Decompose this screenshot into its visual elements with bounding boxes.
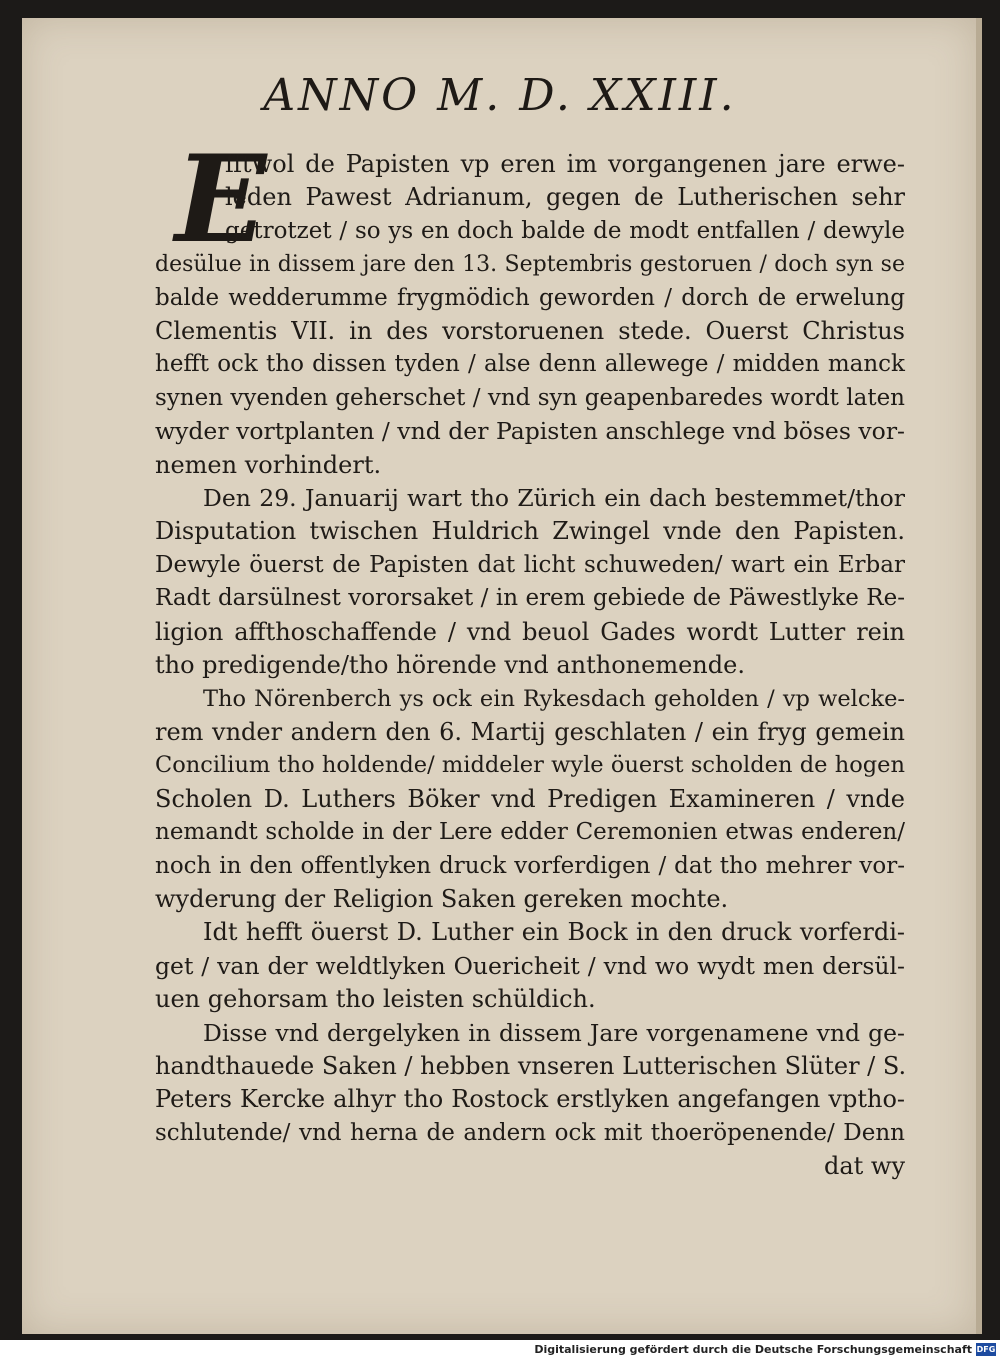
text-line: nemandt scholde in der Lere edder Ceremonien etwas enderen/	[155, 819, 905, 846]
text-line: noch in den offentlyken druck vorferdigen / dat tho mehrer vor-	[155, 852, 905, 879]
text-line: synen vyenden geherschet / vnd syn geapenbaredes wordt laten	[155, 384, 905, 411]
text-line: Tho Nörenberch ys ock ein Rykesdach geholden / vp welcke-	[203, 685, 905, 712]
digitization-footer	[0, 1340, 1000, 1360]
text-line: get / van der weldtlyken Ouericheit / vnd wo wydt men dersül-	[155, 951, 905, 980]
decorated-initial: E	[175, 129, 267, 270]
paragraph-4	[155, 916, 905, 1016]
text-line: Radt darsülnest vororsaket / in erem gebiede de Päwestlyke Re-	[155, 585, 905, 612]
text-line: leden Pawest Adrianum, gegen de Lutherischen sehr	[225, 183, 905, 212]
footer-credit: Digitalisierung gefördert durch die Deutsche Forschungsgemeinschaft	[534, 1343, 972, 1356]
text-line: fftwol de Papisten vp eren im vorgangenen jare erwe-	[225, 150, 905, 178]
running-head: ANNO M. D. XXIII.	[263, 70, 737, 121]
paragraph-5	[155, 1017, 905, 1151]
text-line: Scholen D. Luthers Böker vnd Predigen Examineren / vnde	[155, 784, 905, 813]
text-line: wyderung der Religion Saken gereken mochte.	[155, 884, 729, 913]
text-line: wyder vortplanten / vnd der Papisten anschlege vnd böses vor-	[155, 417, 905, 446]
text-line: ligion affthoschaffende / vnd beuol Gades wordt Lutter rein	[155, 617, 905, 646]
paragraph-1	[155, 129, 905, 482]
text-line: balde wedderumme frygmödich geworden / dorch de erwelung	[155, 284, 905, 311]
text-line: getrotzet / so ys en doch balde de modt entfallen / dewyle	[225, 217, 905, 244]
text-line: Dewyle öuerst de Papisten dat licht schuweden/ wart ein Erbar	[155, 551, 905, 578]
text-line: Disputation twischen Huldrich Zwingel vnde den Papisten.	[155, 517, 905, 546]
text-line: tho predigende/tho hörende vnd anthonemende.	[155, 651, 745, 680]
text-line: nemen vorhindert.	[155, 450, 382, 479]
text-line: hefft ock tho dissen tyden / alse denn allewege / midden manck	[155, 351, 905, 378]
text-line: Clementis VII. in des vorstoruenen stede. Ouerst Christus	[155, 317, 905, 346]
page-body	[155, 129, 907, 1184]
text-line: uen gehorsam tho leisten schüldich.	[155, 985, 596, 1014]
text-line: schlutende/ vnd herna de andern ock mit thoeröpenende/ Denn	[155, 1119, 905, 1146]
text-line: rem vnder andern den 6. Martij geschlaten / ein fryg gemein	[155, 717, 905, 746]
text-line: Den 29. Januarij wart tho Zürich ein dach bestemmet/thor	[203, 484, 905, 513]
paragraph-3	[155, 683, 905, 917]
text-line: Concilium tho holdende/ middeler wyle öuerst scholden de hogen	[155, 752, 905, 779]
text-line: desülue in dissem jare den 13. Septembris gestoruen / doch syn se	[155, 252, 905, 278]
paragraph-2	[155, 482, 905, 682]
text-line: Peters Kercke alhyr tho Rostock erstlyken angefangen vptho-	[155, 1085, 905, 1114]
catchword: dat wy	[823, 1152, 905, 1181]
text-line: Disse vnd dergelyken in dissem Jare vorgenamene vnd ge-	[203, 1018, 905, 1047]
text-line: Idt hefft öuerst D. Luther ein Bock in den druck vorferdi-	[203, 918, 905, 947]
dfg-logo-icon: DFG	[976, 1345, 996, 1354]
text-line: handthauede Saken / hebben vnseren Lutterischen Slüter / S.	[155, 1051, 907, 1080]
